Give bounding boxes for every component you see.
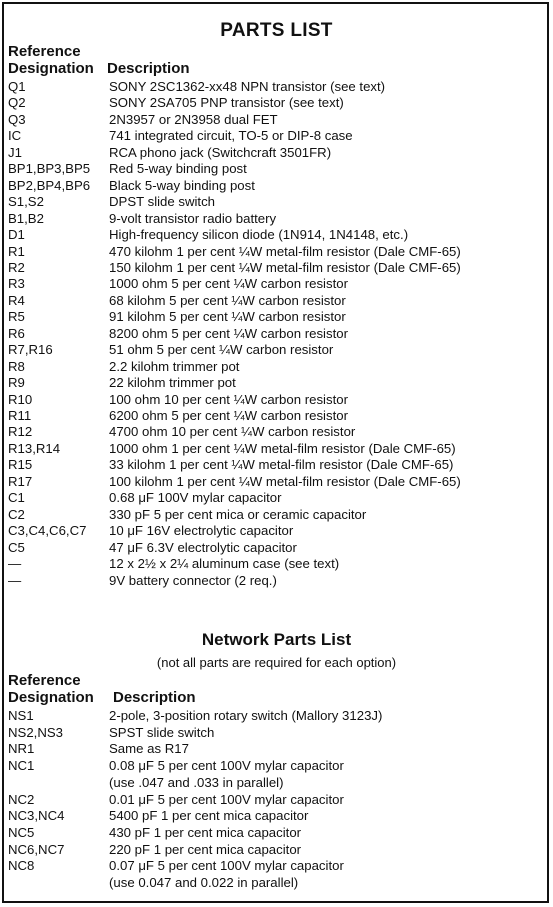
- part-description: 2.2 kilohm trimmer pot: [109, 358, 240, 374]
- part-description: 12 x 2½ x 2¼ aluminum case (see text): [109, 556, 340, 572]
- reference-designation: R9: [8, 375, 25, 391]
- network-reference-designation: NR1: [8, 741, 35, 757]
- network-reference-designation: NS2,NS3: [8, 724, 63, 740]
- network-parts-title: Network Parts List: [201, 630, 352, 649]
- reference-designation: IC: [8, 128, 22, 144]
- part-description: 1000 ohm 5 per cent ¼W carbon resistor: [109, 276, 348, 292]
- description-header: Description: [107, 60, 190, 77]
- reference-designation: —: [8, 572, 22, 588]
- network-reference-header-line1: Reference: [8, 672, 81, 689]
- part-description: 10 μF 16V electrolytic capacitor: [109, 523, 294, 539]
- network-part-description: 0.08 μF 5 per cent 100V mylar capacitor: [109, 758, 344, 774]
- part-description: SONY 2SC1362-xx48 NPN transistor (see text): [109, 79, 386, 94]
- part-description: 100 ohm 10 per cent ¼W carbon resistor: [109, 391, 348, 407]
- network-description-header: Description: [113, 689, 196, 706]
- network-reference-designation: NC5: [8, 824, 35, 840]
- reference-designation: Q2: [8, 95, 26, 111]
- network-part-description: 2-pole, 3-position rotary switch (Mallory 3123J): [109, 708, 383, 723]
- reference-designation: R7,R16: [8, 342, 53, 358]
- part-description: Black 5-way binding post: [109, 177, 255, 193]
- network-part-description: 430 pF 1 per cent mica capacitor: [109, 824, 302, 840]
- part-description: 470 kilohm 1 per cent ¼W metal-film resistor (Dale CMF-65): [109, 243, 461, 259]
- part-description: SONY 2SA705 PNP transistor (see text): [109, 95, 344, 111]
- part-description: DPST slide switch: [109, 194, 216, 210]
- reference-designation: R4: [8, 292, 25, 308]
- network-reference-designation: NC1: [8, 758, 35, 774]
- part-description: RCA phono jack (Switchcraft 3501FR): [109, 144, 332, 160]
- part-description: 4700 ohm 10 per cent ¼W carbon resistor: [109, 424, 356, 440]
- network-part-description: (use .047 and .033 in parallel): [109, 774, 284, 790]
- reference-designation: R6: [8, 325, 25, 341]
- reference-designation: R15: [8, 457, 33, 473]
- part-description: 68 kilohm 5 per cent ¼W carbon resistor: [109, 292, 346, 308]
- reference-designation: R3: [8, 276, 25, 292]
- part-description: Red 5-way binding post: [109, 161, 247, 177]
- network-part-description: 5400 pF 1 per cent mica capacitor: [109, 808, 309, 824]
- part-description: 6200 ohm 5 per cent ¼W carbon resistor: [109, 408, 348, 423]
- reference-designation: R8: [8, 358, 25, 374]
- network-part-description: SPST slide switch: [109, 724, 215, 740]
- reference-designation: R12: [8, 424, 33, 440]
- reference-designation: C2: [8, 506, 25, 522]
- part-description: 91 kilohm 5 per cent ¼W carbon resistor: [109, 309, 346, 325]
- part-description: 51 ohm 5 per cent ¼W carbon resistor: [109, 342, 334, 358]
- reference-designation: Q3: [8, 111, 26, 127]
- part-description: High-frequency silicon diode (1N914, 1N4148, etc.): [109, 227, 409, 243]
- network-parts-subtitle: (not all parts are required for each option): [156, 655, 397, 670]
- reference-header-line1: Reference: [8, 43, 81, 60]
- network-part-description: Same as R17: [109, 741, 189, 757]
- reference-designation: R2: [8, 259, 25, 275]
- network-part-description: 0.01 μF 5 per cent 100V mylar capacitor: [109, 791, 344, 807]
- reference-designation: S1,S2: [8, 194, 44, 210]
- part-description: 330 pF 5 per cent mica or ceramic capacitor: [109, 506, 367, 522]
- reference-designation: J1: [8, 144, 22, 160]
- reference-designation: C1: [8, 490, 25, 506]
- parts-list-title: PARTS LIST: [220, 20, 333, 41]
- reference-designation: R17: [8, 473, 33, 489]
- network-reference-designation: NS1: [8, 708, 34, 723]
- part-description: 8200 ohm 5 per cent ¼W carbon resistor: [109, 325, 348, 341]
- part-description: 9-volt transistor radio battery: [109, 210, 277, 226]
- part-description: 1000 ohm 1 per cent ¼W metal-film resistor (Dale CMF-65): [109, 440, 456, 456]
- network-reference-header-line2: Designation: [8, 689, 94, 706]
- reference-designation: BP1,BP3,BP5: [8, 161, 91, 177]
- network-part-description: 0.07 μF 5 per cent 100V mylar capacitor: [109, 858, 344, 874]
- network-reference-designation: NC8: [8, 858, 35, 874]
- reference-designation: D1: [8, 227, 25, 243]
- reference-designation: Q1: [8, 79, 26, 94]
- part-description: 22 kilohm trimmer pot: [109, 375, 236, 391]
- reference-designation: B1,B2: [8, 210, 44, 226]
- reference-designation: C5: [8, 539, 25, 555]
- reference-header-line2: Designation: [8, 60, 94, 77]
- part-description: 100 kilohm 1 per cent ¼W metal-film resistor (Dale CMF-65): [109, 473, 461, 489]
- network-reference-designation: NC2: [8, 791, 35, 807]
- part-description: 2N3957 or 2N3958 dual FET: [109, 111, 278, 127]
- part-description: 47 μF 6.3V electrolytic capacitor: [109, 539, 297, 555]
- reference-designation: C3,C4,C6,C7: [8, 523, 87, 539]
- part-description: 9V battery connector (2 req.): [109, 572, 277, 588]
- network-reference-designation: NC6,NC7: [8, 841, 65, 857]
- reference-designation: R13,R14: [8, 440, 61, 456]
- reference-designation: R11: [8, 408, 32, 423]
- part-description: 0.68 μF 100V mylar capacitor: [109, 490, 282, 506]
- network-part-description: 220 pF 1 per cent mica capacitor: [109, 841, 302, 857]
- reference-designation: —: [8, 556, 22, 572]
- part-description: 33 kilohm 1 per cent ¼W metal-film resistor (Dale CMF-65): [109, 457, 454, 473]
- reference-designation: R1: [8, 243, 25, 259]
- network-reference-designation: NC3,NC4: [8, 808, 65, 824]
- part-description: 741 integrated circuit, TO-5 or DIP-8 case: [109, 128, 353, 144]
- part-description: 150 kilohm 1 per cent ¼W metal-film resistor (Dale CMF-65): [109, 259, 461, 275]
- network-part-description: (use 0.047 and 0.022 in parallel): [109, 875, 299, 890]
- reference-designation: BP2,BP4,BP6: [8, 177, 91, 193]
- reference-designation: R10: [8, 391, 33, 407]
- reference-designation: R5: [8, 309, 25, 325]
